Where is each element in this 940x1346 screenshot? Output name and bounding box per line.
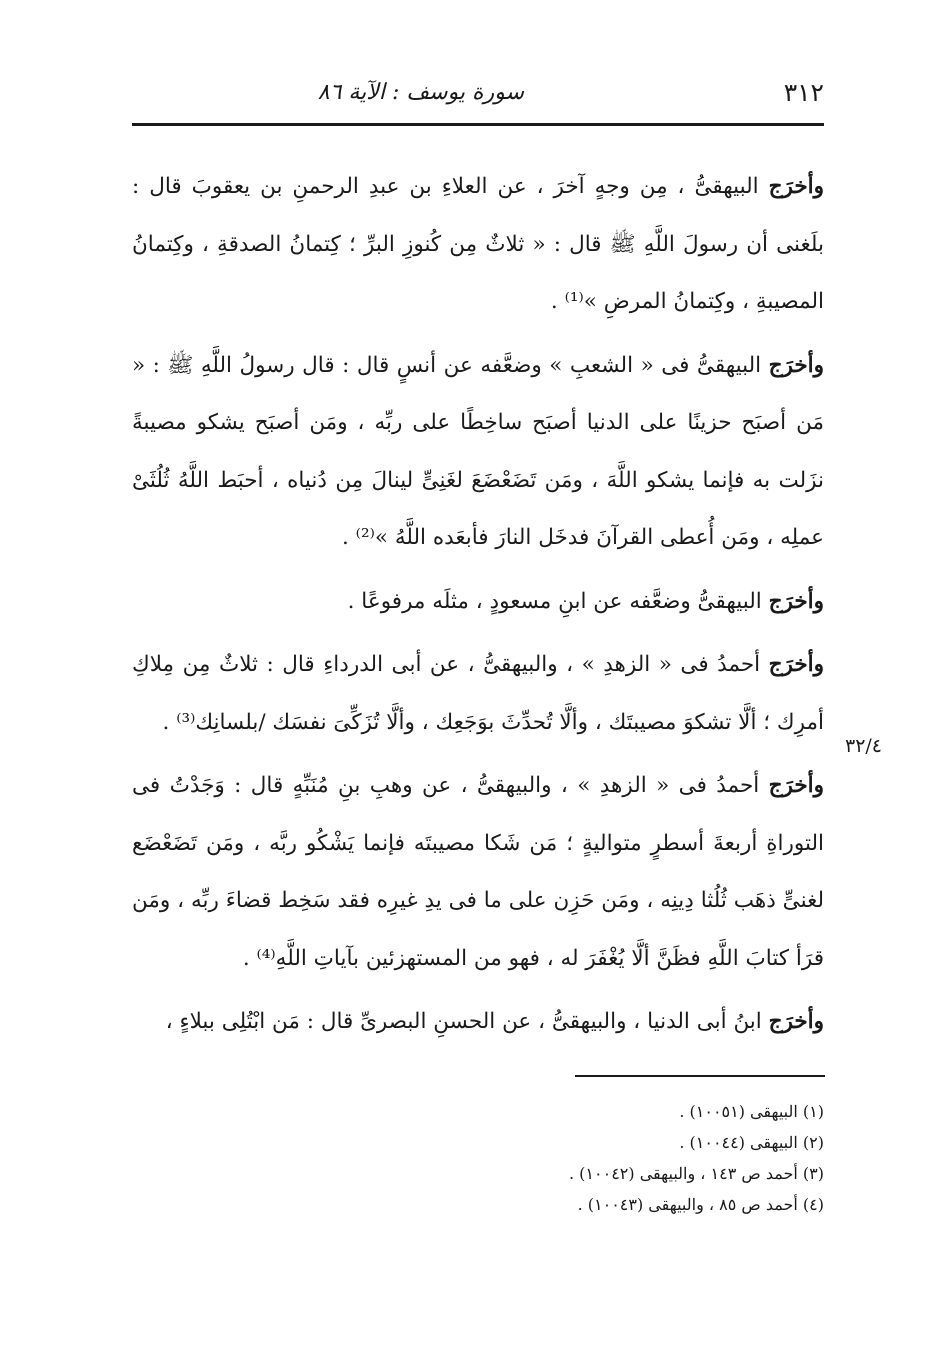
paragraph (132, 337, 824, 567)
paragraph-lead: وأخرَج (768, 588, 824, 614)
page-header (132, 74, 824, 118)
footnote: (٢) البيهقى (١٠٠٤٤) . (679, 1133, 824, 1152)
header-rule (132, 123, 824, 126)
paragraph-lead: وأخرَج (768, 1009, 824, 1034)
running-title: سورة يوسف : الآية ٨٦ (317, 80, 524, 105)
footnotes (132, 1096, 824, 1220)
paragraph-text: أحمدُ فى « الزهدِ » ، والبيهقىُّ ، عن أبى الدرداءِ قال : ثلاثٌ مِن مِلاكِ أمرِك ؛ ألَّا تشكوَ مصيبتَك ، وألَّا تُحدِّثَ بوَجَعِك ، وألَّا تُزَكِّىَ نفسَك /بلسانِك⁽³⁾ . (132, 652, 824, 735)
paragraph-lead: وأخرَج (768, 174, 824, 199)
paragraph-text: البيهقىُّ فى « الشعبِ » وضعَّفه عن أنسٍ قال : قال رسولُ اللَّهِ ﷺ : « مَن أصبَح حزينًا على الدنيا أصبَح ساخِطًا على ربِّه ، ومَن أصبَح يشكو مصيبةً نزَلت به فإنما يشكو اللَّهَ ، ومَن تَضَعْضَعَ لغَنِىٍّ لينالَ مِن دُنياه ، أحبَط اللَّهُ ثُلُثَىْ عملِه ، ومَن أُعطى القرآنَ فدخَل النارَ فأبعَده اللَّهُ »⁽²⁾ . (132, 352, 824, 550)
paragraph-text: أحمدُ فى « الزهدِ » ، والبيهقىُّ ، عن وهبِ بنِ مُنَبِّهٍ قال : وَجَدْتُ فى التوراةِ أربعةَ أسطرٍ متواليةٍ ؛ مَن شَكا مصيبتَه فإنما يَشْكُو ربَّه ، ومَن تَضَعْضَع لغنىٍّ ذهَب ثُلُثا دِينِه ، ومَن حَزِن على ما فى يدِ غيرِه فقد سَخِط قضاءَ ربِّه ، ومَن قرَأ كتابَ اللَّهِ فظَنَّ ألَّا يُغْفَرَ له ، فهو من المستهزئين بآياتِ اللَّهِ⁽⁴⁾ . (132, 773, 824, 971)
footnote: (١) البيهقى (١٠٠٥١) . (679, 1102, 824, 1121)
body-text (132, 158, 824, 1057)
paragraph-lead: وأخرَج (768, 773, 824, 798)
paragraph-text: ابنُ أبى الدنيا ، والبيهقىُّ ، عن الحسنِ البصرىِّ قال : مَن ابْتُلِى ببلاءٍ ، (165, 1009, 769, 1034)
page-number: ٣١٢ (783, 78, 824, 107)
paragraph (132, 993, 824, 1051)
paragraph-lead: وأخرَج (768, 652, 824, 677)
paragraph-text: البيهقىُّ وضعَّفه عن ابنِ مسعودٍ ، مثلَه مرفوعًا . (347, 588, 769, 614)
paragraph (132, 757, 824, 987)
paragraph (132, 573, 824, 631)
footnote-rule (575, 1075, 825, 1077)
paragraph-text: البيهقىُّ ، مِن وجهٍ آخرَ ، عن العلاءِ بن عبدِ الرحمنِ بن يعقوبَ قال : بلَغنى أن رسولَ اللَّهِ ﷺ قال : « ثلاثٌ مِن كُنوزِ البرِّ ؛ كِتمانُ الصدقةِ ، وكِتمانُ المصيبةِ ، وكِتمانُ المرضِ »⁽¹⁾ . (132, 174, 824, 314)
paragraph (132, 636, 824, 751)
paragraph-lead: وأخرَج (768, 352, 824, 378)
margin-reference: ٣٢/٤ (845, 735, 883, 757)
footnote: (٤) أحمد ص ٨٥ ، والبيهقى (١٠٠٤٣) . (577, 1195, 824, 1214)
footnote: (٣) أحمد ص ١٤٣ ، والبيهقى (١٠٠٤٢) . (568, 1164, 824, 1183)
paragraph (132, 158, 824, 331)
